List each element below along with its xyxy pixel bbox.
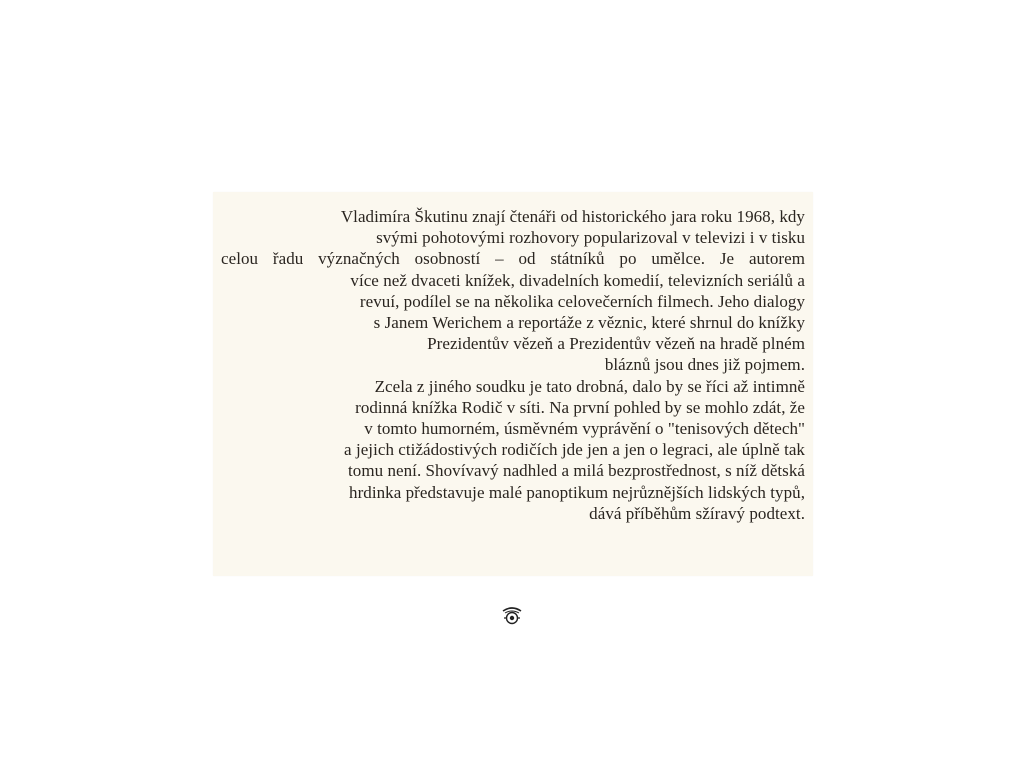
text-line: s Janem Werichem a reportáže z věznic, které shrnul do knížky	[373, 313, 805, 333]
text-line: rodinná knížka Rodič v síti. Na první pohled by se mohlo zdát, že	[355, 397, 805, 417]
text-line: svými pohotovými rozhovory popularizoval v televizi i v tisku	[376, 228, 805, 248]
text-line: dává příběhům sžíravý podtext.	[589, 503, 805, 523]
text-line: revuí, podílel se na několika celovečerních filmech. Jeho dialogy	[359, 291, 805, 311]
text-line: více než dvaceti knížek, divadelních komedií, televizních seriálů a	[350, 270, 805, 290]
publisher-logo-icon	[500, 604, 524, 626]
text-line: celou řadu význačných osobností – od státníků po umělce. Je autorem	[221, 249, 805, 269]
text-line: Prezidentův vězeň a Prezidentův vězeň na hradě plném	[427, 334, 805, 354]
text-line: Zcela z jiného soudku je tato drobná, dalo by se říci až intimně	[374, 376, 805, 396]
text-line: v tomto humorném, úsměvném vyprávění o "tenisových dětech"	[364, 419, 805, 439]
text-line: a jejich ctižádostivých rodičích jde jen a jen o legraci, ale úplně tak	[344, 440, 805, 460]
text-line: Vladimíra Škutinu znají čtenáři od historického jara roku 1968, kdy	[340, 207, 805, 226]
scanned-text-page	[213, 192, 813, 576]
text-line: bláznů jsou dnes již pojmem.	[604, 355, 805, 375]
text-line: hrdinka představuje malé panoptikum nejrůznějších lidských typů,	[349, 482, 805, 502]
blurb-text	[221, 206, 805, 524]
text-line: tomu není. Shovívavý nadhled a milá bezprostřednost, s níž dětská	[348, 461, 805, 481]
